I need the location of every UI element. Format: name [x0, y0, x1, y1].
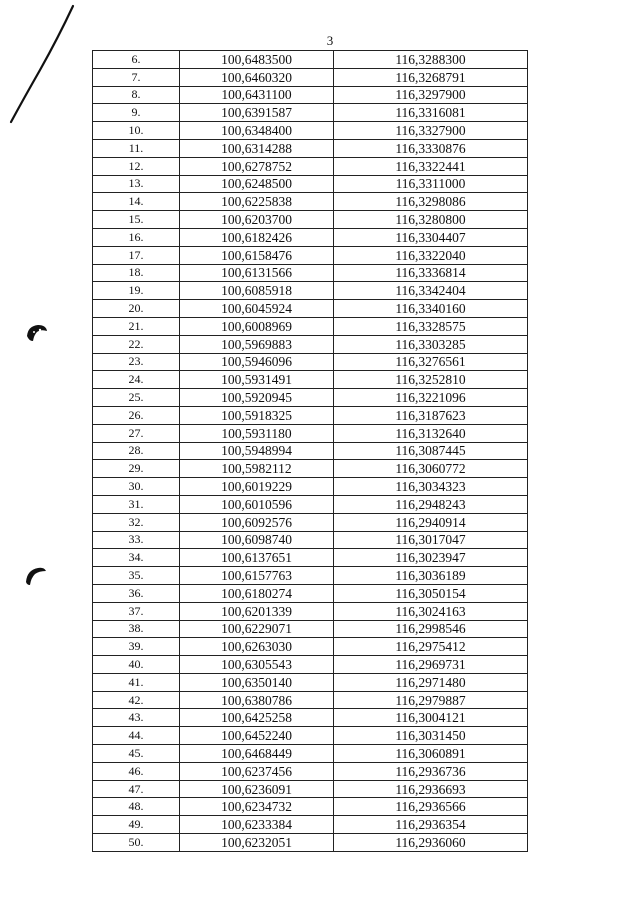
x-coordinate-cell: 100,6248500 — [180, 175, 334, 193]
x-coordinate-cell: 100,6098740 — [180, 531, 334, 549]
x-coordinate-cell: 100,5931491 — [180, 371, 334, 389]
x-coordinate-cell: 100,6157763 — [180, 567, 334, 585]
table-row — [93, 442, 528, 460]
table-row — [93, 139, 528, 157]
table-row — [93, 727, 528, 745]
y-coordinate-cell: 116,3276561 — [334, 353, 528, 371]
x-coordinate-cell: 100,5918325 — [180, 406, 334, 424]
table-row — [93, 816, 528, 834]
x-coordinate-cell: 100,6425258 — [180, 709, 334, 727]
row-number-cell: 50. — [93, 834, 180, 852]
table-row — [93, 406, 528, 424]
table-row — [93, 798, 528, 816]
table-row — [93, 371, 528, 389]
row-number-cell: 47. — [93, 780, 180, 798]
y-coordinate-cell: 116,3268791 — [334, 68, 528, 86]
row-number-cell: 19. — [93, 282, 180, 300]
x-coordinate-cell: 100,6010596 — [180, 495, 334, 513]
x-coordinate-cell: 100,6158476 — [180, 246, 334, 264]
page-number: 3 — [326, 33, 334, 48]
x-coordinate-cell: 100,6452240 — [180, 727, 334, 745]
table-row — [93, 353, 528, 371]
table-row — [93, 602, 528, 620]
table-row — [93, 51, 528, 69]
table-row — [93, 745, 528, 763]
x-coordinate-cell: 100,6234732 — [180, 798, 334, 816]
y-coordinate-cell: 116,2948243 — [334, 495, 528, 513]
row-number-cell: 30. — [93, 478, 180, 496]
y-coordinate-cell: 116,3023947 — [334, 549, 528, 567]
row-number-cell: 13. — [93, 175, 180, 193]
y-coordinate-cell: 116,2936566 — [334, 798, 528, 816]
x-coordinate-cell: 100,6182426 — [180, 228, 334, 246]
row-number-cell: 14. — [93, 193, 180, 211]
row-number-cell: 38. — [93, 620, 180, 638]
row-number-cell: 37. — [93, 602, 180, 620]
x-coordinate-cell: 100,6483500 — [180, 51, 334, 69]
y-coordinate-cell: 116,3311000 — [334, 175, 528, 193]
y-coordinate-cell: 116,2969731 — [334, 656, 528, 674]
x-coordinate-cell: 100,6460320 — [180, 68, 334, 86]
x-coordinate-cell: 100,6348400 — [180, 122, 334, 140]
row-number-cell: 6. — [93, 51, 180, 69]
x-coordinate-cell: 100,6431100 — [180, 86, 334, 104]
row-number-cell: 26. — [93, 406, 180, 424]
y-coordinate-cell: 116,3031450 — [334, 727, 528, 745]
y-coordinate-cell: 116,2936693 — [334, 780, 528, 798]
x-coordinate-cell: 100,6233384 — [180, 816, 334, 834]
x-coordinate-cell: 100,6380786 — [180, 691, 334, 709]
table-row — [93, 335, 528, 353]
row-number-cell: 49. — [93, 816, 180, 834]
table-row — [93, 584, 528, 602]
row-number-cell: 22. — [93, 335, 180, 353]
table-row — [93, 193, 528, 211]
y-coordinate-cell: 116,3303285 — [334, 335, 528, 353]
table-row — [93, 317, 528, 335]
row-number-cell: 34. — [93, 549, 180, 567]
row-number-cell: 45. — [93, 745, 180, 763]
table-row — [93, 104, 528, 122]
y-coordinate-cell: 116,3132640 — [334, 424, 528, 442]
y-coordinate-cell: 116,3327900 — [334, 122, 528, 140]
x-coordinate-cell: 100,5920945 — [180, 389, 334, 407]
y-coordinate-cell: 116,3050154 — [334, 584, 528, 602]
y-coordinate-cell: 116,2936354 — [334, 816, 528, 834]
table-row — [93, 460, 528, 478]
row-number-cell: 15. — [93, 211, 180, 229]
y-coordinate-cell: 116,3322441 — [334, 157, 528, 175]
row-number-cell: 42. — [93, 691, 180, 709]
coordinates-table — [92, 50, 528, 852]
x-coordinate-cell: 100,6137651 — [180, 549, 334, 567]
y-coordinate-cell: 116,3187623 — [334, 406, 528, 424]
row-number-cell: 24. — [93, 371, 180, 389]
row-number-cell: 44. — [93, 727, 180, 745]
x-coordinate-cell: 100,6232051 — [180, 834, 334, 852]
table-row — [93, 300, 528, 318]
x-coordinate-cell: 100,6019229 — [180, 478, 334, 496]
x-coordinate-cell: 100,6391587 — [180, 104, 334, 122]
y-coordinate-cell: 116,2979887 — [334, 691, 528, 709]
margin-slash-mark — [0, 0, 80, 130]
y-coordinate-cell: 116,2936060 — [334, 834, 528, 852]
y-coordinate-cell: 116,3060772 — [334, 460, 528, 478]
table-row — [93, 513, 528, 531]
table-row — [93, 157, 528, 175]
x-coordinate-cell: 100,5946096 — [180, 353, 334, 371]
row-number-cell: 17. — [93, 246, 180, 264]
row-number-cell: 33. — [93, 531, 180, 549]
x-coordinate-cell: 100,6314288 — [180, 139, 334, 157]
table-row — [93, 620, 528, 638]
x-coordinate-cell: 100,5931180 — [180, 424, 334, 442]
y-coordinate-cell: 116,2975412 — [334, 638, 528, 656]
y-coordinate-cell: 116,3330876 — [334, 139, 528, 157]
row-number-cell: 16. — [93, 228, 180, 246]
row-number-cell: 10. — [93, 122, 180, 140]
x-coordinate-cell: 100,6201339 — [180, 602, 334, 620]
y-coordinate-cell: 116,3304407 — [334, 228, 528, 246]
y-coordinate-cell: 116,3017047 — [334, 531, 528, 549]
table-row — [93, 211, 528, 229]
table-row — [93, 86, 528, 104]
y-coordinate-cell: 116,2998546 — [334, 620, 528, 638]
row-number-cell: 31. — [93, 495, 180, 513]
x-coordinate-cell: 100,6045924 — [180, 300, 334, 318]
y-coordinate-cell: 116,3288300 — [334, 51, 528, 69]
x-coordinate-cell: 100,6278752 — [180, 157, 334, 175]
row-number-cell: 23. — [93, 353, 180, 371]
x-coordinate-cell: 100,6008969 — [180, 317, 334, 335]
y-coordinate-cell: 116,2936736 — [334, 762, 528, 780]
table-row — [93, 495, 528, 513]
x-coordinate-cell: 100,5982112 — [180, 460, 334, 478]
table-row — [93, 567, 528, 585]
row-number-cell: 40. — [93, 656, 180, 674]
x-coordinate-cell: 100,6085918 — [180, 282, 334, 300]
x-coordinate-cell: 100,6263030 — [180, 638, 334, 656]
x-coordinate-cell: 100,6092576 — [180, 513, 334, 531]
table-row — [93, 424, 528, 442]
y-coordinate-cell: 116,3036189 — [334, 567, 528, 585]
y-coordinate-cell: 116,3060891 — [334, 745, 528, 763]
table-row — [93, 762, 528, 780]
row-number-cell: 7. — [93, 68, 180, 86]
table-row — [93, 282, 528, 300]
table-row — [93, 673, 528, 691]
table-row — [93, 691, 528, 709]
y-coordinate-cell: 116,3024163 — [334, 602, 528, 620]
table-row — [93, 531, 528, 549]
table-row — [93, 228, 528, 246]
table-row — [93, 175, 528, 193]
table-row — [93, 834, 528, 852]
y-coordinate-cell: 116,3298086 — [334, 193, 528, 211]
row-number-cell: 35. — [93, 567, 180, 585]
x-coordinate-cell: 100,5969883 — [180, 335, 334, 353]
table-row — [93, 780, 528, 798]
y-coordinate-cell: 116,3297900 — [334, 86, 528, 104]
x-coordinate-cell: 100,6180274 — [180, 584, 334, 602]
x-coordinate-cell: 100,6237456 — [180, 762, 334, 780]
table-row — [93, 478, 528, 496]
x-coordinate-cell: 100,6229071 — [180, 620, 334, 638]
x-coordinate-cell: 100,6350140 — [180, 673, 334, 691]
table-row — [93, 549, 528, 567]
row-number-cell: 39. — [93, 638, 180, 656]
y-coordinate-cell: 116,3316081 — [334, 104, 528, 122]
table-row — [93, 656, 528, 674]
row-number-cell: 20. — [93, 300, 180, 318]
y-coordinate-cell: 116,3004121 — [334, 709, 528, 727]
row-number-cell: 48. — [93, 798, 180, 816]
row-number-cell: 32. — [93, 513, 180, 531]
row-number-cell: 21. — [93, 317, 180, 335]
row-number-cell: 46. — [93, 762, 180, 780]
row-number-cell: 29. — [93, 460, 180, 478]
row-number-cell: 43. — [93, 709, 180, 727]
x-coordinate-cell: 100,6203700 — [180, 211, 334, 229]
table-row — [93, 246, 528, 264]
y-coordinate-cell: 116,3322040 — [334, 246, 528, 264]
row-number-cell: 18. — [93, 264, 180, 282]
punch-hole-mark-lower — [24, 565, 48, 587]
y-coordinate-cell: 116,3221096 — [334, 389, 528, 407]
row-number-cell: 41. — [93, 673, 180, 691]
y-coordinate-cell: 116,3034323 — [334, 478, 528, 496]
table-row — [93, 264, 528, 282]
table-row — [93, 122, 528, 140]
table-row — [93, 638, 528, 656]
y-coordinate-cell: 116,2940914 — [334, 513, 528, 531]
row-number-cell: 11. — [93, 139, 180, 157]
row-number-cell: 36. — [93, 584, 180, 602]
x-coordinate-cell: 100,6131566 — [180, 264, 334, 282]
row-number-cell: 12. — [93, 157, 180, 175]
table-row — [93, 68, 528, 86]
y-coordinate-cell: 116,3328575 — [334, 317, 528, 335]
coordinates-table-body — [93, 51, 528, 852]
row-number-cell: 25. — [93, 389, 180, 407]
y-coordinate-cell: 116,2971480 — [334, 673, 528, 691]
y-coordinate-cell: 116,3087445 — [334, 442, 528, 460]
y-coordinate-cell: 116,3280800 — [334, 211, 528, 229]
x-coordinate-cell: 100,5948994 — [180, 442, 334, 460]
row-number-cell: 8. — [93, 86, 180, 104]
punch-hole-mark-upper — [24, 322, 50, 344]
y-coordinate-cell: 116,3340160 — [334, 300, 528, 318]
table-row — [93, 709, 528, 727]
x-coordinate-cell: 100,6468449 — [180, 745, 334, 763]
y-coordinate-cell: 116,3342404 — [334, 282, 528, 300]
row-number-cell: 9. — [93, 104, 180, 122]
table-row — [93, 389, 528, 407]
row-number-cell: 28. — [93, 442, 180, 460]
row-number-cell: 27. — [93, 424, 180, 442]
x-coordinate-cell: 100,6225838 — [180, 193, 334, 211]
y-coordinate-cell: 116,3336814 — [334, 264, 528, 282]
x-coordinate-cell: 100,6305543 — [180, 656, 334, 674]
x-coordinate-cell: 100,6236091 — [180, 780, 334, 798]
y-coordinate-cell: 116,3252810 — [334, 371, 528, 389]
